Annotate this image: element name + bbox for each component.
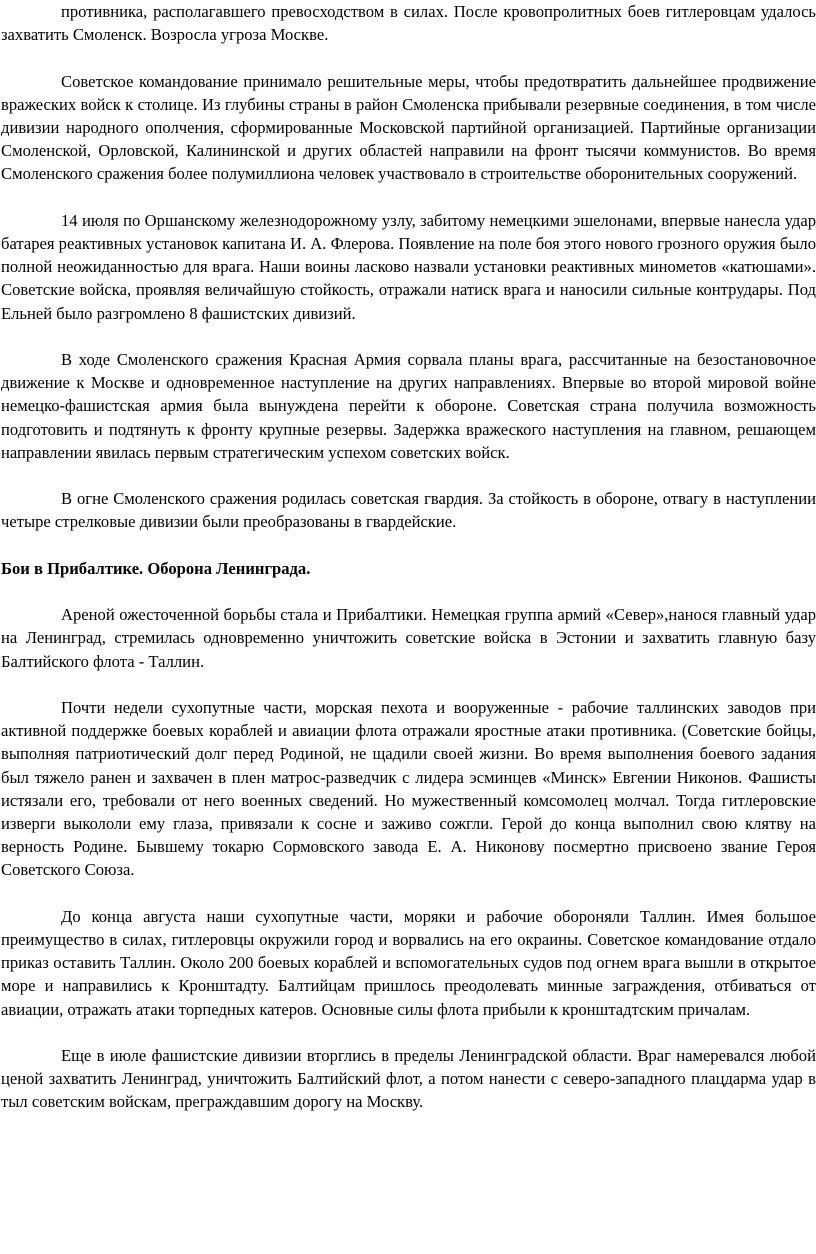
paragraph-katyusha: 14 июля по Оршанскому железнодорожному узлу, забитому немецкими эшелонами, впервые нанесла удар батарея реактивных установок капитана И. А. Флерова. Появление на поле боя этого нового грозного оружия было полной неожиданностью для врага. Наши воины ласково назвали установки реактивных минометов «катюшами». Советские войска, проявляя величайшую стойкость, отражали натиск врага и наносили сильные контрудары. Под Ельней было разгромлено 8 фашистских дивизий. — [1, 210, 816, 323]
paragraph-soviet-command-measures: Советское командование принимало решительные меры, чтобы предотвратить дальнейшее продвижение вражеских войск к столице. Из глубины страны в район Смоленска прибывали резервные соединения, в том числе дивизии народного ополчения, сформированные Московской партийной организацией. Партийные организации Смоленской, Орловской, Калининской и других областей направили на фронт тысячи коммунистов. Во время Смоленского сражения более полумиллиона человек участвовало в строительстве оборонительных сооружений. — [1, 71, 816, 184]
paragraph-leningrad-region: Еще в июле фашистские дивизии вторглись в пределы Ленинградской области. Враг намеревался любой ценой захватить Ленинград, уничтожить Балтийский флот, а потом нанести с северо-западного плацдарма удар в тыл советским войскам, преграждавшим дорогу на Москву. — [1, 1046, 816, 1112]
paragraph-tallinn-evacuation: До конца августа наши сухопутные части, моряки и рабочие обороняли Таллин. Имея большое преимущество в силах, гитлеровцы окружили город и ворвались на его окраины. Советское командование отдало приказ оставить Таллин. Около 200 боевых кораблей и вспомогательных судов под огнем врага вышли в открытое море и направились к Кронштадту. Балтийцам пришлось преодолевать минные заграждения, отбиваться от авиации, отражать атаки торпедных катеров. Основные силы флота прибыли к кронштадтским причалам. — [1, 906, 816, 1019]
paragraph-gap — [1, 580, 816, 603]
paragraph-gap — [1, 534, 816, 557]
paragraph-gap — [1, 46, 816, 69]
paragraph-smolensk-captured: противника, располагавшего превосходством в силах. После кровопролитных боев гитлеровцам удалось захватить Смоленск. Возросла угроза Москве. — [1, 2, 816, 45]
paragraph-gap — [1, 882, 816, 905]
paragraph-tallinn-defense: Почти недели сухопутные части, морская пехота и вооруженные - рабочие таллинских заводов при активной поддержке боевых кораблей и авиации флота отражали яростные атаки противника. (Советские бойцы, выполняя патриотический долг перед Родиной, не щадили своей жизни. Во время выполнения боевого задания был тяжело ранен и захвачен в плен матрос-разведчик с лидера эсминцев «Минск» Евгении Никонов. Фашисты истязали его, требовали от него военных сведений. Но мужественный комсомолец молчал. Тогда гитлеровские изверги выкололи ему глаза, привязали к сосне и заживо сожгли. Герой до конца выполнил свою клятву на верность Родине. Бывшему токарю Сормовского завода Е. А. Никонову посмертно присвоено звание Героя Советского Союза. — [1, 697, 816, 880]
section-heading: Бои в Прибалтике. Оборона Ленинграда. — [1, 558, 311, 578]
paragraph-gap — [1, 1021, 816, 1044]
paragraph-soviet-guard: В огне Смоленского сражения родилась советская гвардия. За стойкость в обороне, отвагу в наступлении четыре стрелковые дивизии были преобразованы в гвардейские. — [1, 489, 816, 532]
paragraph-gap — [1, 325, 816, 348]
paragraph-smolensk-battle-result: В ходе Смоленского сражения Красная Армия сорвала планы врага, рассчитанные на безостановочное движение к Москве и одновременное наступление на других направлениях. Впервые во второй мировой войне немецко-фашистская армия была вынуждена перейти к обороне. Советская страна получила возможность подготовить и подтянуть к фронту крупные резервы. Задержка вражеского наступления на главном, решающем направлении явилась первым стратегическим успехом советских войск. — [1, 350, 816, 462]
paragraph-baltic-arena: Ареной ожесточенной борьбы стала и Прибалтики. Немецкая группа армий «Север»,нанося главный удар на Ленинград, стремилась одновременно уничтожить советские войска в Эстонии и захватить главную базу Балтийского флота - Таллин. — [1, 605, 816, 671]
paragraph-gap — [1, 186, 816, 209]
paragraph-gap — [1, 673, 816, 696]
paragraph-gap — [1, 464, 816, 487]
